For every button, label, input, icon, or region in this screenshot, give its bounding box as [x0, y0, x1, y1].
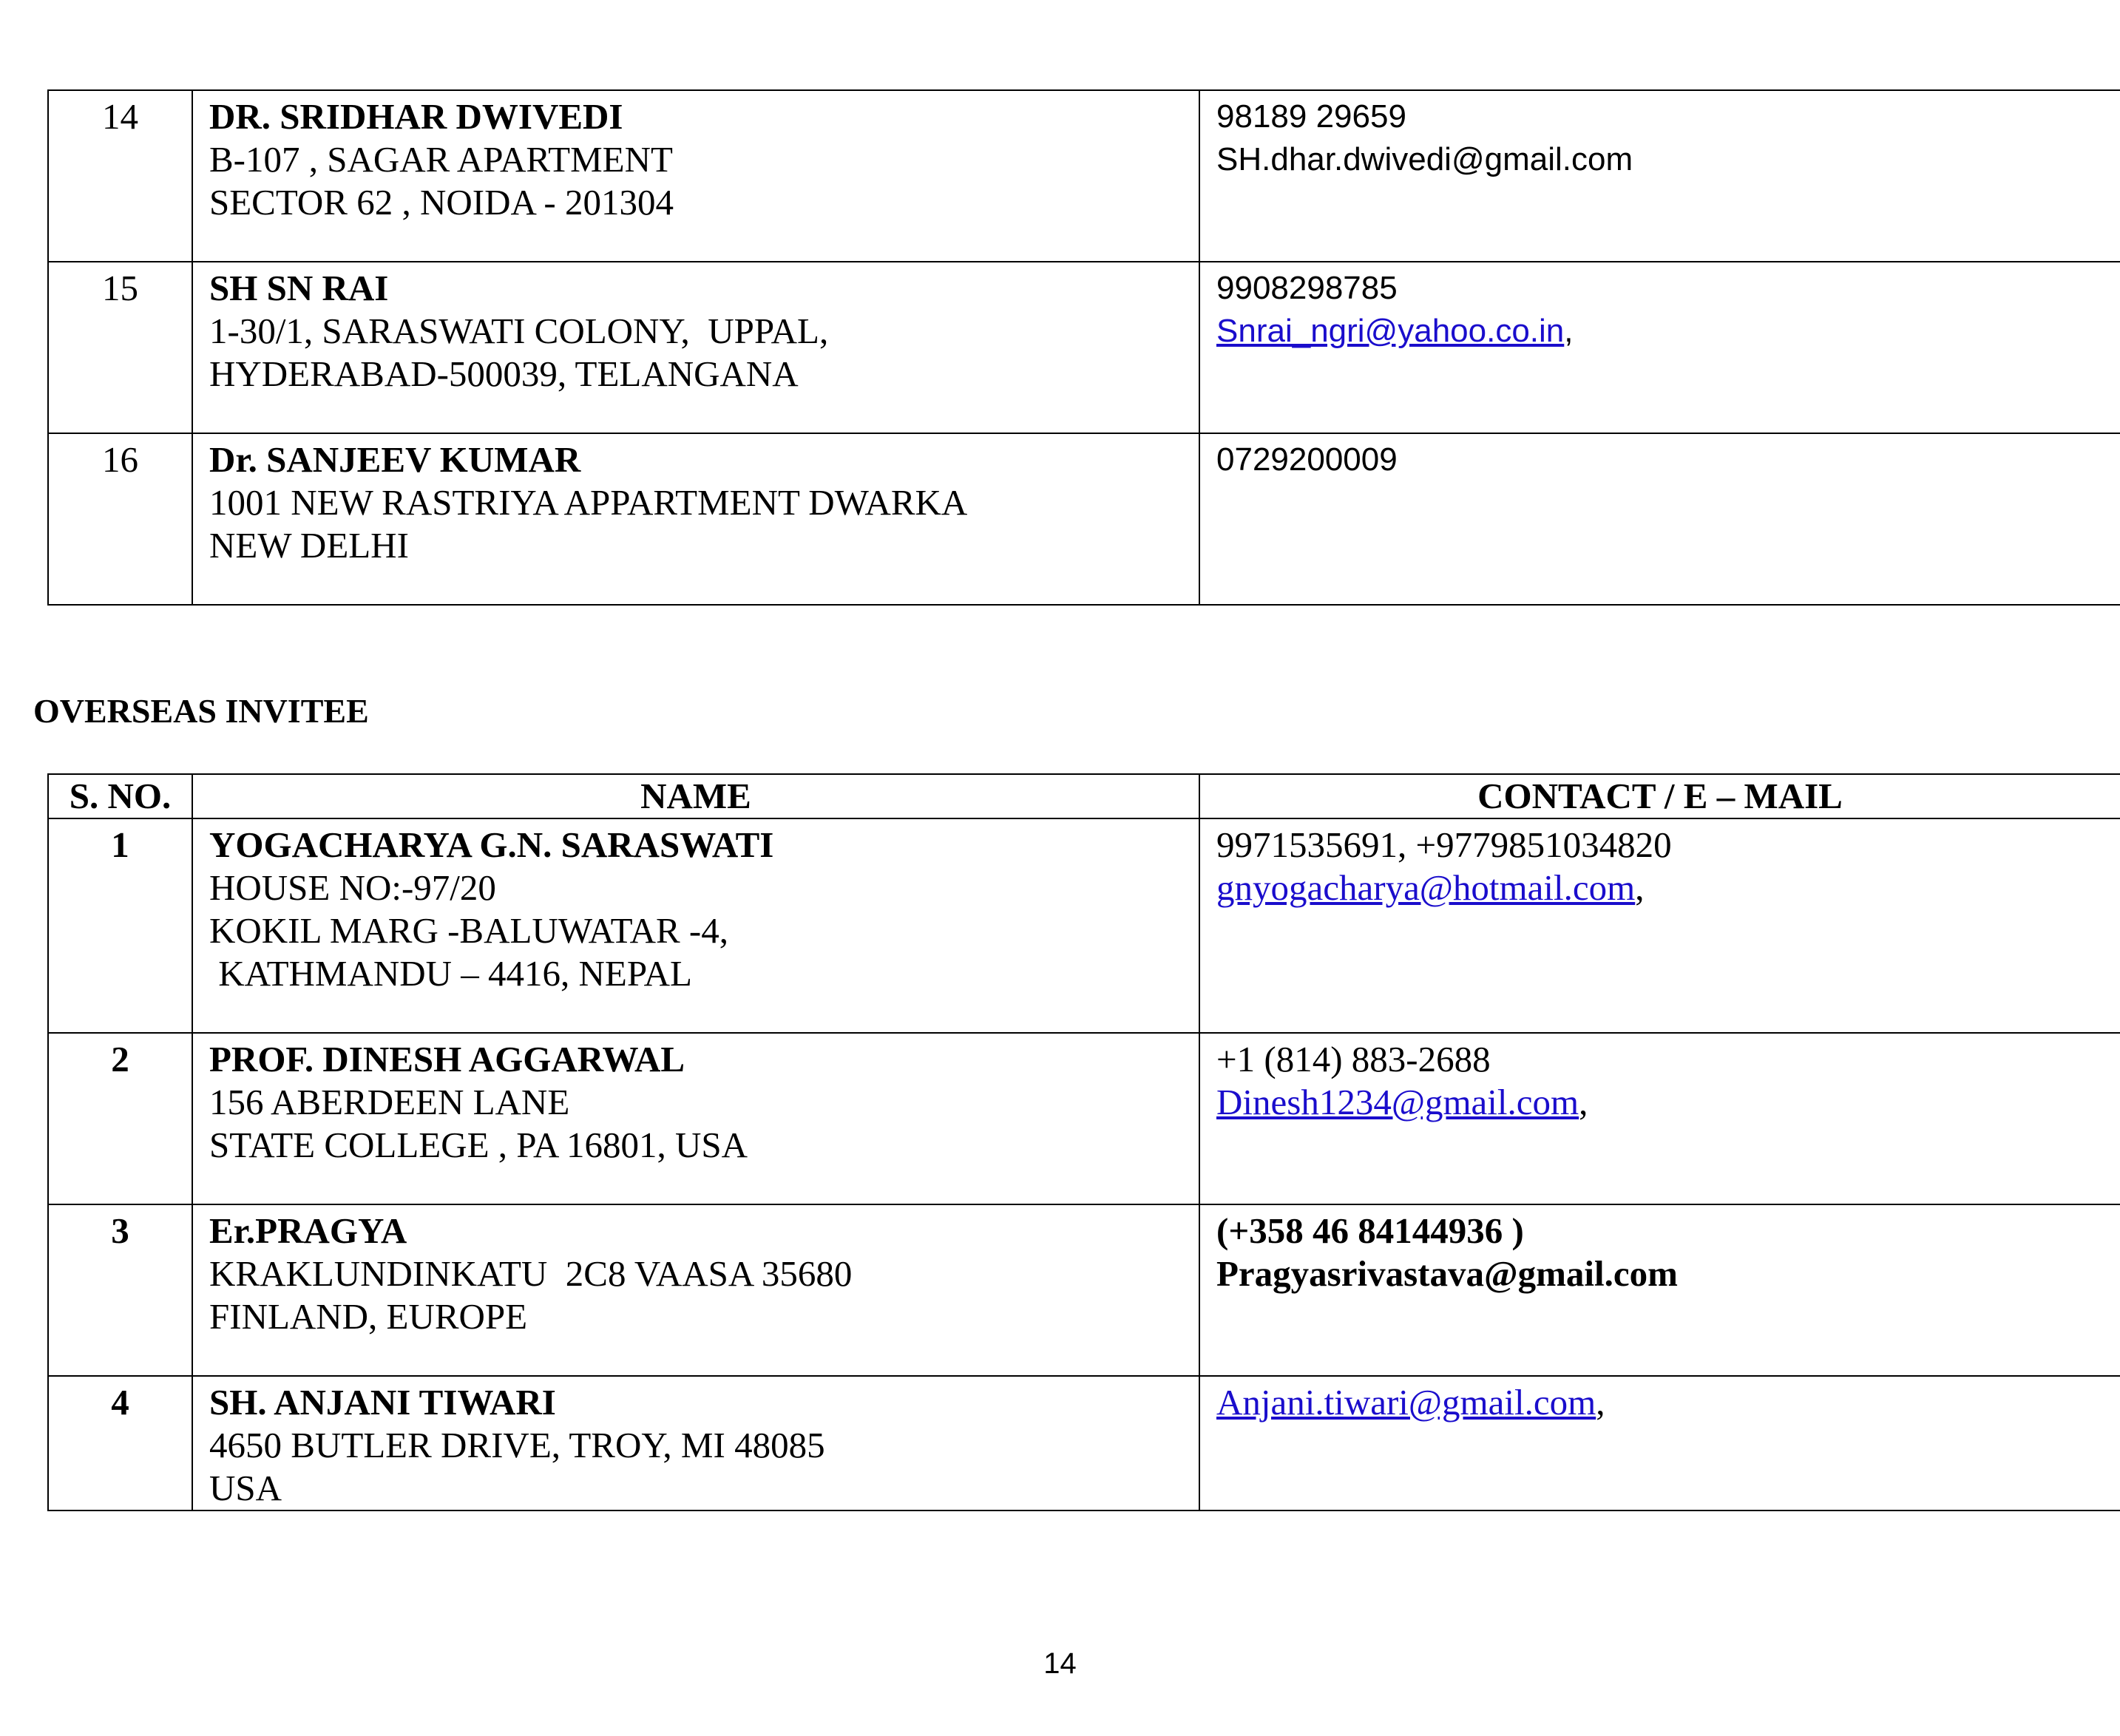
- name-address-cell: [192, 1376, 1199, 1510]
- address-line: STATE COLLEGE , PA 16801, USA: [209, 1125, 748, 1165]
- email-suffix: ,: [1564, 313, 1574, 349]
- table-row: [48, 818, 2120, 1033]
- address-line: KOKIL MARG -BALUWATAR -4,: [209, 910, 728, 951]
- invitee-name: YOGACHARYA G.N. SARASWATI: [209, 824, 774, 865]
- serial-number: 4: [48, 1376, 192, 1510]
- address-line: 4650 BUTLER DRIVE, TROY, MI 48085: [209, 1425, 825, 1465]
- invitee-name: Dr. SANJEEV KUMAR: [209, 439, 581, 480]
- email-link[interactable]: gnyogacharya@hotmail.com: [1216, 867, 1636, 908]
- section-heading: OVERSEAS INVITEE: [33, 692, 369, 730]
- contact-cell: [1199, 262, 2120, 433]
- contact-cell: [1199, 433, 2120, 605]
- domestic-invitee-table-continued: [47, 89, 2120, 606]
- email-address: Pragyasrivastava@gmail.com: [1216, 1253, 1678, 1294]
- invitee-name: SH SN RAI: [209, 268, 389, 308]
- phone-number: +1 (814) 883-2688: [1216, 1039, 1491, 1079]
- table-row: [48, 90, 2120, 262]
- address-line: 156 ABERDEEN LANE: [209, 1082, 570, 1122]
- email-line: [1216, 1381, 2113, 1424]
- invitee-name: PROF. DINESH AGGARWAL: [209, 1039, 685, 1079]
- address-line: 1-30/1, SARASWATI COLONY, UPPAL,: [209, 311, 829, 351]
- address-line: HYDERABAD-500039, TELANGANA: [209, 353, 799, 394]
- contact-cell: [1199, 1204, 2120, 1376]
- invitee-name: Er.PRAGYA: [209, 1210, 407, 1251]
- invitee-name: SH. ANJANI TIWARI: [209, 1382, 556, 1423]
- column-header-sno: S. NO.: [48, 774, 192, 818]
- table-header-row: [48, 774, 2120, 818]
- email-line: [1216, 1081, 2113, 1124]
- email-suffix: ,: [1579, 1082, 1588, 1122]
- phone-number: 0729200009: [1216, 441, 1398, 478]
- name-address-cell: [192, 433, 1199, 605]
- address-line: KATHMANDU – 4416, NEPAL: [209, 953, 692, 994]
- email-address: SH.dhar.dwivedi@gmail.com: [1216, 141, 1633, 177]
- page-number: 14: [1043, 1647, 1077, 1680]
- name-address-cell: [192, 90, 1199, 262]
- email-suffix: ,: [1635, 867, 1645, 908]
- email-link[interactable]: Anjani.tiwari@gmail.com: [1216, 1382, 1596, 1423]
- serial-number: 3: [48, 1204, 192, 1376]
- serial-number: 2: [48, 1033, 192, 1204]
- email-link[interactable]: Snrai_ngri@yahoo.co.in: [1216, 313, 1565, 349]
- column-header-contact: CONTACT / E – MAIL: [1199, 774, 2120, 818]
- email-line: [1216, 867, 2113, 909]
- serial-number: 15: [48, 262, 192, 433]
- table-row: [48, 262, 2120, 433]
- address-line: NEW DELHI: [209, 525, 409, 566]
- phone-number: (+358 46 84144936 ): [1216, 1210, 1524, 1251]
- address-line: B-107 , SAGAR APARTMENT: [209, 139, 673, 180]
- phone-number: 9971535691, +9779851034820: [1216, 824, 1672, 865]
- name-address-cell: [192, 818, 1199, 1033]
- table-row: [48, 433, 2120, 605]
- address-line: HOUSE NO:-97/20: [209, 867, 496, 908]
- serial-number: 14: [48, 90, 192, 262]
- phone-number: 98189 29659: [1216, 98, 1406, 135]
- contact-cell: [1199, 818, 2120, 1033]
- contact-cell: [1199, 1376, 2120, 1510]
- serial-number: 16: [48, 433, 192, 605]
- contact-cell: [1199, 90, 2120, 262]
- overseas-invitee-table: [47, 773, 2120, 1511]
- table-row: [48, 1033, 2120, 1204]
- address-line: USA: [209, 1468, 282, 1508]
- email-line: [1216, 310, 2113, 353]
- column-header-name: NAME: [192, 774, 1199, 818]
- address-line: FINLAND, EUROPE: [209, 1296, 528, 1337]
- name-address-cell: [192, 1033, 1199, 1204]
- address-line: SECTOR 62 , NOIDA - 201304: [209, 182, 674, 223]
- name-address-cell: [192, 1204, 1199, 1376]
- address-line: 1001 NEW RASTRIYA APPARTMENT DWARKA: [209, 482, 968, 523]
- table-row: [48, 1204, 2120, 1376]
- email-suffix: ,: [1596, 1382, 1605, 1423]
- contact-cell: [1199, 1033, 2120, 1204]
- email-link[interactable]: Dinesh1234@gmail.com: [1216, 1082, 1579, 1122]
- address-line: KRAKLUNDINKATU 2C8 VAASA 35680: [209, 1253, 853, 1294]
- phone-number: 9908298785: [1216, 270, 1398, 306]
- invitee-name: DR. SRIDHAR DWIVEDI: [209, 96, 623, 137]
- serial-number: 1: [48, 818, 192, 1033]
- name-address-cell: [192, 262, 1199, 433]
- table-row: [48, 1376, 2120, 1510]
